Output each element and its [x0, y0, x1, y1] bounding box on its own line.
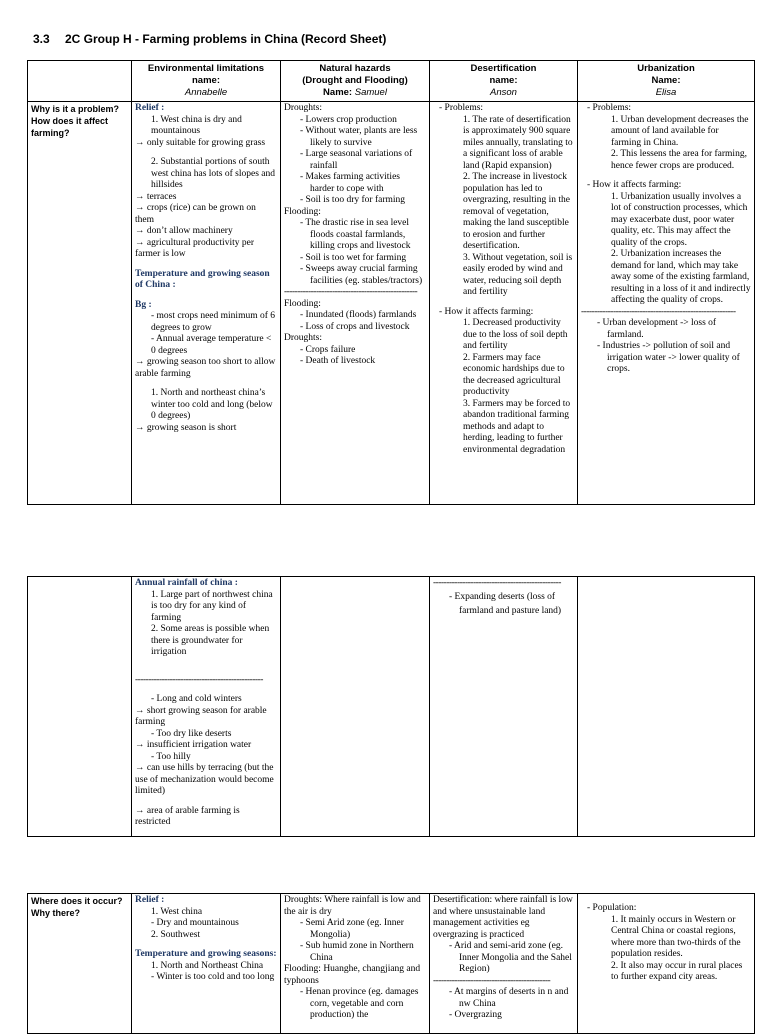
nat-point: - Makes farming activities harder to cope with	[300, 172, 400, 194]
cell-nat-where	[281, 894, 430, 1034]
header-environmental	[132, 61, 281, 102]
row-why-problem	[28, 102, 755, 505]
temperature-heading: Temperature and growing season of China	[135, 268, 270, 290]
env-point: → short growing season for arable farming	[135, 705, 267, 727]
des-point: - At margins of deserts in n and nw China	[449, 987, 569, 1009]
env-point: → growing season too short to allow arable farming	[135, 357, 276, 379]
env-point: - Winter is too cold and too long	[151, 972, 275, 982]
env-point: 2. Some areas is possible when there is groundwater for irrigation	[151, 624, 270, 657]
env-point: → area of arable farming is restricted	[135, 805, 240, 827]
env-point: 1. North and northeast china’s winter too cold and long (below 0 degrees)	[151, 388, 273, 421]
bg-heading: Bg	[135, 299, 147, 310]
page-title	[33, 34, 386, 46]
temperature-heading: Temperature and growing seasons:	[135, 949, 277, 959]
nat-point: - Large seasonal variations of rainfall	[300, 149, 413, 171]
nat-point: - Semi Arid zone (eg. Inner Mongolia)	[300, 918, 404, 940]
header-row	[28, 61, 755, 102]
env-point: → agricultural productivity per farmer is low	[135, 237, 254, 259]
urb-point: 2. It also may occur in rural places to further expand city areas.	[611, 960, 743, 982]
des-point: - Overgrazing	[449, 1010, 502, 1020]
relief-heading: Relief	[135, 103, 159, 113]
des-point: 3. Without vegetation, soil is easily eroded by wind and water, reducing soil depth and fertility	[463, 252, 573, 297]
urb-point: 1. It mainly occurs in Western or Central China or coastal regions, where more than two-thirds of the population resides.	[611, 914, 741, 959]
separator: --------------------------------------------------	[284, 287, 418, 297]
nat-point: - Lowers crop production	[300, 114, 397, 125]
urb-point: 1. Urban development decreases the amount of land available for farming in China.	[611, 114, 749, 148]
header-nat-name-label: Name:	[323, 87, 355, 98]
nat-point: - Inundated (floods) farmlands	[300, 310, 417, 320]
urb-point: - Urban development -> loss of farmland.	[597, 318, 717, 340]
cell-urb-where	[578, 894, 755, 1034]
nat-point: - Crops failure	[300, 344, 356, 355]
env-point: - Too hilly	[151, 751, 191, 762]
cell-des-why-continued	[430, 577, 578, 837]
flooding-heading: Flooding:	[284, 298, 321, 309]
nat-point: - The drastic rise in sea level floods coastal farmlands, killing crops and livestock	[300, 218, 411, 251]
des-affects-heading: - How it affects farming:	[439, 306, 534, 317]
des-point: 1. The rate of desertification is approximately 900 square miles annually, translating to a significant loss of arable land (Rapid expansion)	[463, 114, 573, 171]
urb-population-heading: - Population:	[587, 903, 637, 913]
des-problems-heading: - Problems:	[439, 103, 484, 113]
header-desertification	[430, 61, 578, 102]
nat-point: - Sweeps away crucial farming facilities (eg. stables/tractors)	[300, 264, 423, 286]
env-point: - Long and cold winters	[151, 694, 242, 704]
nat-point: Flooding: Huanghe, changjiang and typhoons	[284, 964, 421, 986]
env-point: → crops (rice) can be grown on them	[135, 203, 256, 225]
env-point: 1. West china	[151, 906, 203, 917]
separator: --------------------------------------------	[433, 975, 551, 986]
header-natural-hazards	[281, 61, 430, 102]
env-point: 1. North and Northeast China	[151, 960, 264, 971]
row-label-empty	[28, 577, 132, 837]
record-table-part-2	[27, 576, 755, 837]
header-urb-name-label: Name:	[651, 75, 681, 86]
record-table-part-3	[27, 893, 755, 1034]
des-point: Desertification: where rainfall is low and where unsustainable land management activities eg overgrazing is practiced	[433, 895, 573, 940]
env-point: → don’t allow machinery	[135, 226, 233, 236]
env-point: → growing season is short	[135, 422, 237, 433]
env-point: → can use hills by terracing (but the use of mechanization would become limited)	[135, 763, 274, 796]
des-point: 2. Farmers may face economic hardships due to the decreased agricultural productivity	[463, 352, 565, 397]
des-point: 2. The increase in livestock population has led to overgrazing, resulting in the removal of vegetation, making the land susceptible to erosion and further desertification.	[463, 172, 570, 251]
des-point: 1. Decreased productivity due to the loss of soil depth and fertility	[463, 318, 568, 351]
cell-des-where	[430, 894, 578, 1034]
nat-point: - Loss of crops and livestock	[300, 321, 410, 332]
header-env-title: Environmental limitations	[147, 63, 265, 74]
des-point: 3. Farmers may be forced to abandon traditional farming methods and adapt to herding, leading to further environmental degradation	[463, 398, 571, 455]
record-table-part-1	[27, 60, 755, 505]
droughts-heading: Droughts:	[284, 103, 322, 113]
header-env-name-label: name:	[192, 75, 220, 86]
nat-point: - Death of livestock	[300, 356, 376, 366]
cell-urb-why	[578, 102, 755, 505]
env-point: 1. West china is dry and mountainous	[151, 114, 242, 136]
cell-env-why-continued: Annual rainfall of china : 1. Large part of northwest china is too dry for any kind of farming 2. Some areas is possible when there is groundwater for irrigation ------------------------------------------------ - Long and cold winters → short growing season for arable farming - Too dry like deserts → insufficient irrigation water - Too hilly → can use hills by terracing (but the use of mechanization would become limited) → area of arable farming is restricted	[132, 577, 281, 837]
header-urbanization	[578, 61, 755, 102]
nat-point: Droughts: Where rainfall is low and the air is dry	[284, 895, 421, 917]
separator: ----------------------------------------------------------	[581, 306, 736, 317]
env-point: 2. Substantial portions of south west china has lots of slopes and hillsides	[151, 157, 276, 190]
cell-env-why: Relief : 1. West china is dry and mountainous → only suitable for growing grass 2. Substantial portions of south west china has lots of slopes and hillsides → terraces → crops (rice) can be grown on them → don’t allow machinery → agricultural productivity per farmer is low Temperature and growing season of China : Bg : - most crops need minimum of 6 degrees to grow - Annual average temperature < 0 degrees → growing season too short to allow arable farming 1. North and northeast china’s winter too cold and long (below 0 degrees) → growing season is short	[132, 102, 281, 505]
des-point: - Expanding deserts (loss of farmland and pasture land)	[449, 591, 562, 616]
header-des-name-label: name:	[489, 75, 518, 86]
nat-point: - Sub humid zone in Northern China	[300, 941, 414, 963]
rainfall-heading: Annual rainfall of china	[135, 578, 233, 588]
section-number: 3.3	[33, 32, 50, 46]
header-nat-subtitle: (Drought and Flooding)	[302, 75, 408, 86]
env-point: → only suitable for growing grass	[135, 137, 266, 148]
nat-point: - Henan province (eg. damages corn, vegetable and corn production) the	[300, 987, 419, 1020]
header-nat-title: Natural hazards	[319, 63, 391, 74]
header-env-name: Annabelle	[184, 87, 228, 98]
env-point: 2. Southwest	[151, 929, 201, 940]
env-point: → insufficient irrigation water	[135, 740, 252, 750]
header-des-name: Anson	[490, 87, 517, 98]
env-point: - Dry and mountainous	[151, 918, 239, 928]
cell-nat-why-continued	[281, 577, 430, 837]
env-point: - Annual average temperature < 0 degrees	[151, 334, 272, 356]
nat-point: - Without water, plants are less likely to survive	[300, 126, 418, 148]
cell-env-where: Relief : 1. West china - Dry and mountainous 2. Southwest Temperature and growing seasons: 1. North and Northeast China - Winter is too cold and too long	[132, 894, 281, 1034]
row-label-why: Why is it a problem? How does it affect farming?	[28, 102, 132, 505]
urb-point: 1. Urbanization usually involves a lot of construction processes, which may exacerbate dust, poor water quality, etc. This may affect the quality of the crops.	[611, 191, 748, 248]
des-point: - Arid and semi-arid zone (eg. Inner Mongolia and the Sahel Region)	[449, 941, 572, 974]
separator: ------------------------------------------------	[135, 674, 263, 685]
urb-point: 2. This lessens the area for farming, hence fewer crops are produced.	[611, 149, 747, 171]
urb-affects-heading: - How it affects farming:	[587, 180, 682, 190]
header-empty	[28, 61, 132, 102]
cell-des-why	[430, 102, 578, 505]
row-label-where: Where does it occur? Why there?	[28, 894, 132, 1034]
cell-nat-why	[281, 102, 430, 505]
row-why-continued	[28, 577, 755, 837]
urb-point: - Industries -> pollution of soil and irrigation water -> lower quality of crops.	[597, 341, 740, 374]
relief-heading: Relief	[135, 895, 159, 905]
header-urb-title: Urbanization	[637, 63, 695, 74]
separator: ------------------------------------------------	[433, 578, 561, 588]
nat-point: - Soil is too dry for farming	[300, 195, 406, 205]
header-nat-name: Samuel	[354, 87, 387, 98]
header-urb-name: Elisa	[655, 87, 677, 98]
urb-problems-heading: - Problems:	[587, 103, 632, 113]
env-point: - Too dry like deserts	[151, 728, 232, 739]
env-point: → terraces	[135, 191, 177, 202]
header-des-title: Desertification	[470, 63, 537, 74]
env-point: 1. Large part of northwest china is too dry for any kind of farming	[151, 589, 273, 623]
cell-urb-why-continued	[578, 577, 755, 837]
nat-point: - Soil is too wet for farming	[300, 252, 407, 263]
droughts-heading: Droughts:	[284, 333, 322, 343]
flooding-heading: Flooding:	[284, 206, 321, 217]
urb-point: 2. Urbanization increases the demand for land, which may take away some of the existing farmland, resulting in a loss of it and indirectly affecting the quality of crops.	[611, 249, 751, 305]
title-text: 2C Group H - Farming problems in China (Record Sheet)	[65, 32, 387, 46]
row-where-occur	[28, 894, 755, 1034]
env-point: - most crops need minimum of 6 degrees to grow	[151, 311, 276, 333]
